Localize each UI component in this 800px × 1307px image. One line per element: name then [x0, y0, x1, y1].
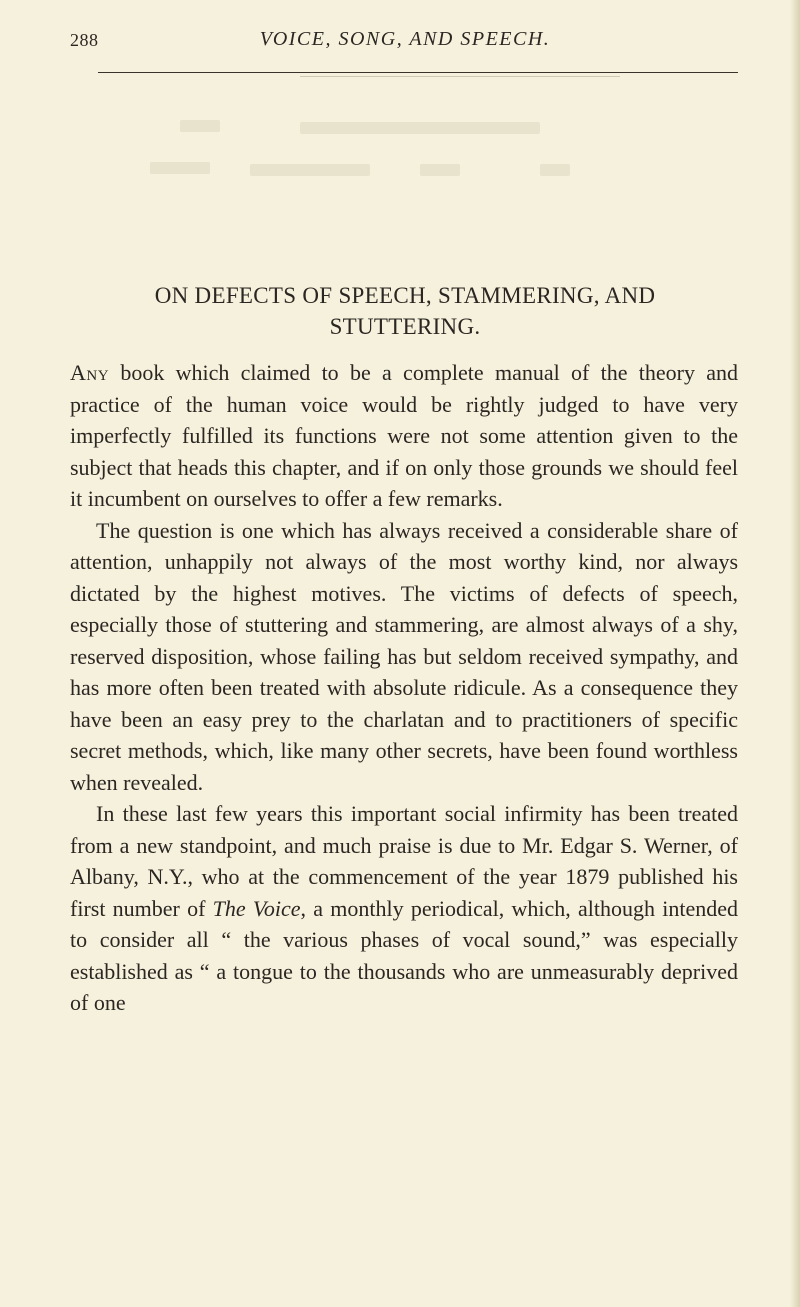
header-rule [98, 72, 738, 73]
chapter-title [60, 280, 750, 342]
paragraph-3-text-b: , a monthly periodical, which, although intended to consider all “ the various phases of vocal sound,” was especially established as “ a tongue to the thousands who are unmeasurably deprived of one [70, 895, 738, 1015]
running-head: VOICE, SONG, AND SPEECH. [259, 28, 551, 50]
paragraph-1-lead-word: Any [70, 360, 110, 385]
header-rule-faint [300, 76, 620, 77]
paragraph-1-text: book which claimed to be a complete manual of the theory and practice of the human voice would be rightly judged to have very imperfectly fulfilled its functions were not some attention given to the subject that heads this chapter, and if on only those grounds we should feel it incumbent on ourselves to offer a few remarks. [70, 360, 738, 511]
paragraph-2: The question is one which has always received a considerable share of attention, unhappily not always of the most worthy kind, nor always dictated by the highest motives. The victims of defects of speech, especially those of stuttering and stammering, are almost always of a shy, reserved disposition, whose failing has but seldom received sympathy, and has more often been treated with absolute ridicule. As a consequence they have been an easy prey to the charlatan and to practitioners of specific secret methods, which, like many other secrets, have been found worthless when revealed. [70, 517, 738, 795]
bleed-through-text [120, 100, 720, 230]
page-edge-shadow [790, 0, 800, 1307]
chapter-body [70, 357, 738, 1019]
paragraph-3 [70, 798, 738, 1019]
page-header [70, 22, 740, 62]
paragraph-1 [70, 357, 738, 515]
page-number: 288 [70, 30, 99, 50]
periodical-title: The Voice [212, 895, 301, 921]
chapter-title-line-2: STUTTERING. [329, 314, 481, 339]
paragraph-3-text-a: In these last few years this important social infirmity has been treated from a new standpoint, and much praise is due to Mr. Edgar S. Werner, of Albany, N.Y., who at the commencement of the year 1879 published his first number of [70, 801, 738, 921]
chapter-title-line-1: ON DEFECTS OF SPEECH, STAMMERING, AND [154, 283, 656, 308]
